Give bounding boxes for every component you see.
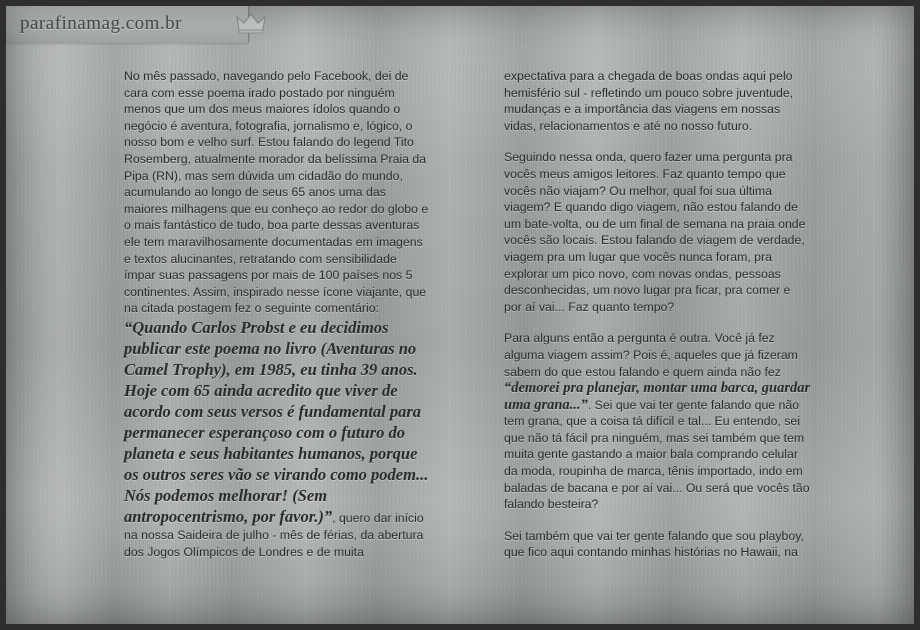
paragraph-3 [504, 330, 811, 513]
site-logo-plate[interactable] [6, 6, 249, 43]
poem-quote: “Quando Carlos Probst e eu decidimos publicar este poema no livro (Aventuras no Camel Trophy), em 1985, eu tinha 39 anos. Hoje com 65 ainda acredito que viver de acordo com seus versos é fundamental para permanecer esperançoso com o futuro do planeta e seus habitantes humanos, porque os outros seres vão se virando como podem... Nós podemos melhorar! (Sem antropocentrismo, por favor.)” [124, 317, 429, 526]
paragraph-3-part1: Para alguns então a pergunta é outra. Você já fez alguma viagem assim? Pois é, aqueles que já fizeram sabem do que estou falando e quem ainda não fez [504, 331, 798, 379]
inline-quote: “demorei pra planejar, montar uma barca, guardar uma grana...” [504, 380, 811, 413]
intro-text-part2: , quero dar início na nossa Saideira de julho - mês de férias, da abertura dos Jogos Olímpicos de Londres e de muita [124, 510, 424, 559]
site-logo-text: parafinamag.com.br [20, 13, 182, 34]
paragraph-2: Seguindo nessa onda, quero fazer uma pergunta pra vocês meus amigos leitores. Faz quanto tempo que vocês não viajam? Ou melhor, qual foi sua última viagem? E quando digo viagem, não estou falando de um bate-volta, ou de um final de semana na praia onde vocês são locais. Estou falando de viagem de verdade, viagem pra um lugar que vocês nunca foram, pra explorar um pico novo, com novas ondas, pessoas desconhecidas, um novo lugar pra ficar, pra comer e por aí vai... Faz quanto tempo? [504, 150, 806, 314]
paragraph-4: Sei também que vai ter gente falando que sou playboy, que fico aqui contando minhas histórias no Hawaii, na [504, 528, 804, 560]
article-columns [6, 68, 920, 624]
paragraph-3-part2: . Sei que vai ter gente falando que não tem grana, que a coisa tá difícil e tal... Eu entendo, sei que não tá fácil pra ninguém, mas sei também que tem muita gente gastando a maior bala comprando celular da moda, roupinha de marca, tênis importado, indo em baladas de bacana e por aí vai... Ou será que vocês tão falando besteira? [504, 397, 810, 512]
article-column-left [124, 68, 431, 560]
page-header [6, 6, 914, 48]
paragraph-intro [124, 68, 431, 560]
intro-text-part1: No mês passado, navegando pelo Facebook, dei de cara com esse poema irado postado por ninguém menos que um dos meus maiores ídolos quando o negócio é aventura, fotografia, jornalismo e, lógico, o nosso bom e velho surf. Estou falando do legend Tito Rosemberg, atualmente morador da belíssima Praia da Pipa (RN), mas sem dúvida um cidadão do mundo, acumulando ao longo de seus 65 anos uma das maiores milhagens que eu conheço ao redor do globo e o mais fantástico de tudo, boa parte dessas aventuras ele tem maravilhosamente documentadas em imagens e textos alucinantes, retratando com sensibilidade ímpar suas passagens por mais de 100 países nos 5 continentes. Assim, inspirado nesse ícone viajante, que na citada postagem fez o seguinte comentário: [124, 69, 429, 316]
article-column-right [504, 68, 811, 561]
crown-icon [234, 8, 268, 38]
paragraph-1: expectativa para a chegada de boas ondas aqui pelo hemisfério sul - refletindo um pouco sobre juventude, mudanças e a importância das viagens em nossas vidas, relacionamentos e até no nosso futuro. [504, 69, 794, 133]
